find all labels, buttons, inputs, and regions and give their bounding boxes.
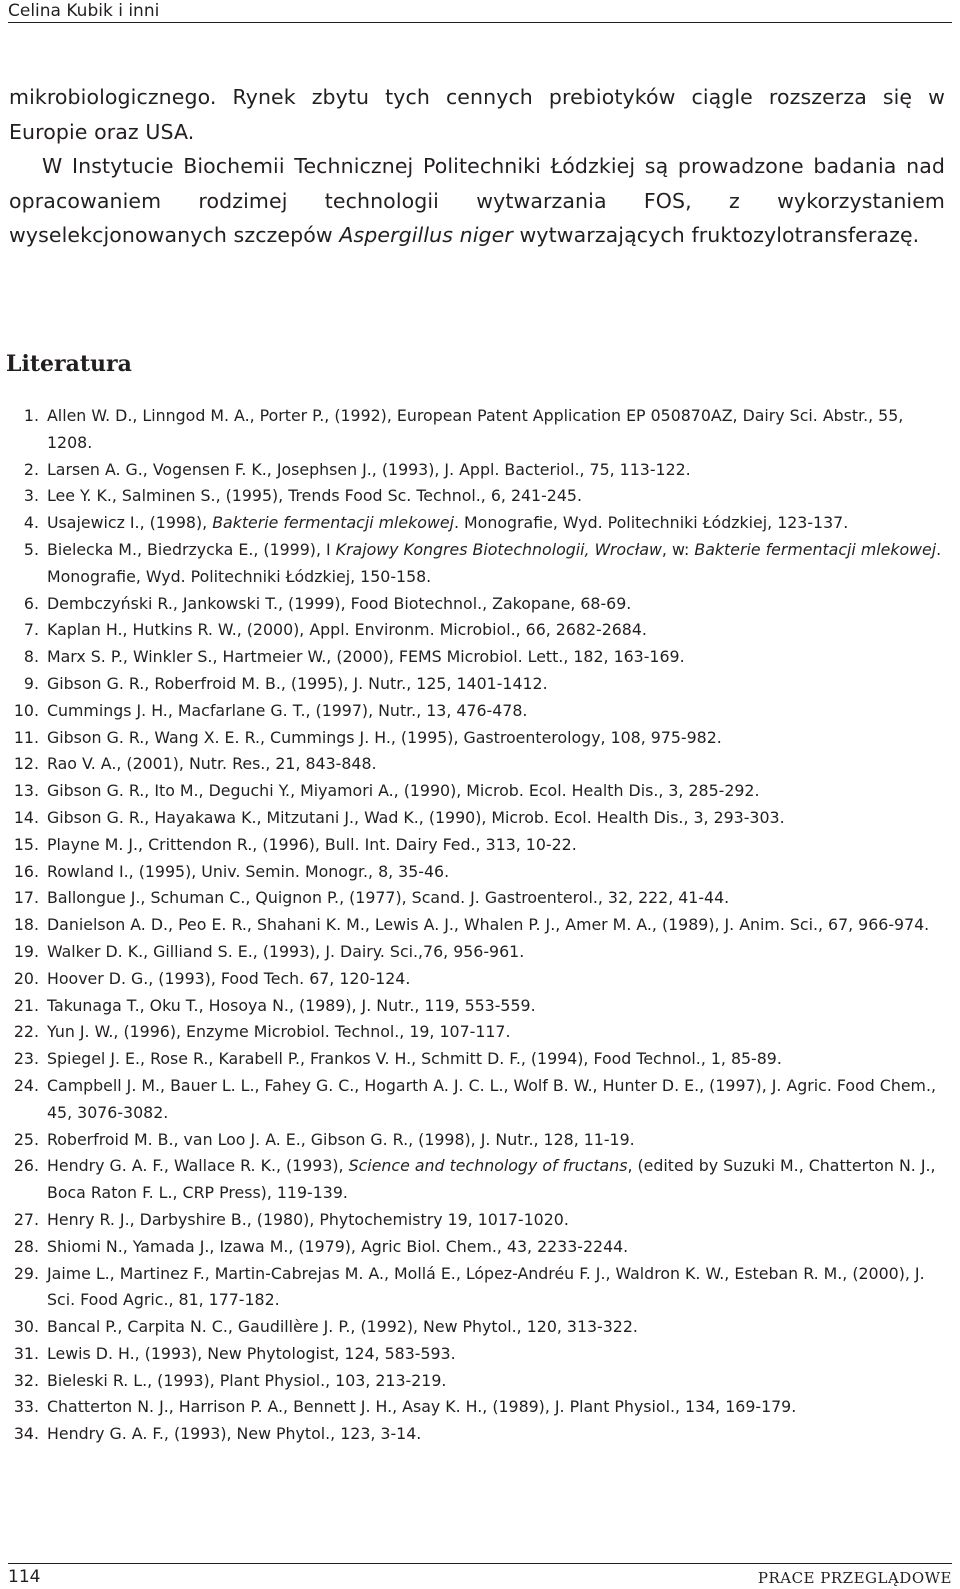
reference-text	[47, 781, 760, 800]
reference-number: 1.	[23, 406, 39, 425]
footer-rule	[8, 1563, 952, 1564]
reference-text-segment: , (edited by Suzuki M., Chatterton N. J., Boca Raton F. L., CRP Press), 119-139.	[47, 1156, 936, 1203]
reference-number: 16.	[13, 861, 39, 881]
reference-item	[0, 644, 950, 671]
reference-text-segment: Lee Y. K., Salminen S., (1995), Trends Food Sc. Technol., 6, 241-245.	[47, 486, 582, 506]
reference-text	[47, 888, 729, 907]
reference-text-segment: . Monografie, Wyd. Politechniki Łódzkiej, 123-137.	[453, 513, 849, 533]
reference-text	[47, 1397, 796, 1416]
reference-text-segment: Dembczyński R., Jankowski T., (1999), Food Biotechnol., Zakopane, 68-69.	[47, 593, 632, 613]
reference-text	[47, 996, 536, 1015]
reference-text	[47, 486, 582, 505]
page-number: 114	[8, 1567, 41, 1587]
reference-number: 23.	[13, 1049, 39, 1069]
reference-item	[0, 778, 950, 805]
running-header	[8, 0, 952, 23]
reference-item	[0, 1261, 950, 1315]
reference-number: 15.	[13, 834, 39, 854]
reference-text-segment: Hendry G. A. F., (1993), New Phytol., 123, 3-14.	[47, 1424, 422, 1444]
reference-item	[0, 1153, 950, 1207]
reference-number: 12.	[13, 754, 39, 774]
reference-text-segment: Larsen A. G., Vogensen F. K., Josephsen J., (1993), J. Appl. Bacteriol., 75, 113-122.	[47, 459, 691, 479]
reference-item	[0, 1421, 950, 1448]
reference-item	[0, 617, 950, 644]
reference-text-segment: Henry R. J., Darbyshire B., (1980), Phytochemistry 19, 1017-1020.	[47, 1209, 569, 1229]
reference-text-segment: Gibson G. R., Hayakawa K., Mitzutani J., Wad K., (1990), Microb. Ecol. Health Dis., 3, 293-303.	[47, 807, 785, 827]
reference-italic-title: Krajowy Kongres Biotechnologii, Wrocław	[335, 539, 662, 559]
reference-item	[0, 671, 950, 698]
reference-item	[0, 537, 950, 591]
reference-number: 8.	[23, 647, 39, 667]
reference-text-segment: Campbell J. M., Bauer L. L., Fahey G. C., Hogarth A. J. C. L., Wolf B. W., Hunter D. E., (1997), J. Agric. Food Chem., 45, 3076-3082.	[47, 1075, 936, 1122]
reference-item	[0, 510, 950, 537]
reference-text	[47, 1344, 456, 1363]
reference-text-segment: Allen W. D., Linngod M. A., Porter P., (1992), European Patent Application EP 050870AZ, Dairy Sci. Abstr., 55, 1208.	[47, 406, 904, 452]
reference-text	[47, 862, 449, 881]
reference-italic-title: Science and technology of fructans	[348, 1156, 628, 1176]
reference-item	[0, 885, 950, 912]
running-title: Celina Kubik i inni	[8, 1, 160, 21]
reference-number: 17.	[13, 888, 39, 908]
reference-number: 20.	[13, 968, 39, 988]
reference-item	[0, 1073, 950, 1127]
reference-item	[0, 403, 950, 457]
reference-item	[0, 457, 950, 484]
reference-text	[47, 1076, 936, 1122]
reference-text-segment: Takunaga T., Oku T., Hosoya N., (1989), J. Nutr., 119, 553-559.	[47, 995, 536, 1015]
reference-text-segment: Usajewicz I., (1998),	[47, 513, 213, 533]
reference-text-segment: , w:	[661, 539, 695, 559]
reference-text-segment: Bancal P., Carpita N. C., Gaudillère J. P., (1992), New Phytol., 120, 313-322.	[47, 1317, 638, 1337]
reference-item	[0, 859, 950, 886]
reference-item	[0, 1234, 950, 1261]
reference-item	[0, 1341, 950, 1368]
reference-text-segment: Spiegel J. E., Rose R., Karabell P., Frankos V. H., Schmitt D. F., (1994), Food Technol., 1, 85-89.	[47, 1049, 782, 1069]
reference-text-segment: Jaime L., Martinez F., Martin-Cabrejas M. A., Mollá E., López-Andréu F. J., Waldron K. W., Esteban R. M., (2000), J. Sci. Food Agric., 81, 177-182.	[47, 1263, 925, 1310]
reference-item	[0, 912, 950, 939]
reference-item	[0, 1207, 950, 1234]
reference-number: 11.	[13, 727, 39, 747]
reference-text	[47, 460, 691, 479]
reference-text-segment: Shiomi N., Yamada J., Izawa M., (1979), Agric Biol. Chem., 43, 2233-2244.	[47, 1236, 629, 1256]
paragraph-2-text-before: W Instytucie Biochemii Technicznej Politechniki Łódzkiej są prowadzone badania nad opracowaniem rodzimej technologii wytwarzania FOS, z wykorzystaniem wyselekcjonowanych szczepów	[9, 154, 945, 247]
reference-text	[47, 1237, 628, 1256]
reference-text	[47, 540, 941, 586]
reference-text-segment: Hoover D. G., (1993), Food Tech. 67, 120-124.	[47, 968, 411, 988]
reference-number: 28.	[13, 1236, 39, 1256]
reference-text	[47, 1130, 635, 1149]
reference-item	[0, 483, 950, 510]
reference-text	[47, 620, 647, 639]
reference-text	[47, 1156, 936, 1202]
reference-number: 19.	[13, 941, 39, 961]
reference-text-segment: Roberfroid M. B., van Loo J. A. E., Gibson G. R., (1998), J. Nutr., 128, 11-19.	[47, 1129, 635, 1149]
reference-text-segment: Ballongue J., Schuman C., Quignon P., (1977), Scand. J. Gastroenterol., 32, 222, 41-44.	[47, 888, 730, 908]
reference-text-segment: Gibson G. R., Ito M., Deguchi Y., Miyamori A., (1990), Microb. Ecol. Health Dis., 3, 285-292.	[47, 781, 760, 801]
reference-text	[47, 406, 903, 452]
reference-text	[47, 969, 410, 988]
reference-number: 14.	[13, 807, 39, 827]
reference-item	[0, 698, 950, 725]
reference-number: 18.	[13, 915, 39, 935]
reference-item	[0, 966, 950, 993]
reference-number: 30.	[13, 1317, 39, 1337]
reference-text-segment: Marx S. P., Winkler S., Hartmeier W., (2000), FEMS Microbiol. Lett., 182, 163-169.	[47, 647, 685, 667]
reference-text-segment: Lewis D. H., (1993), New Phytologist, 124, 583-593.	[47, 1343, 456, 1363]
reference-item	[0, 1394, 950, 1421]
reference-item	[0, 751, 950, 778]
reference-number: 10.	[13, 700, 39, 720]
reference-text	[47, 1317, 638, 1336]
reference-number: 22.	[13, 1022, 39, 1042]
reference-text	[47, 1022, 511, 1041]
reference-item	[0, 832, 950, 859]
reference-item	[0, 939, 950, 966]
reference-text-segment: Cummings J. H., Macfarlane G. T., (1997), Nutr., 13, 476-478.	[47, 700, 528, 720]
reference-number: 4.	[23, 513, 39, 533]
reference-text-segment: Bielecka M., Biedrzycka E., (1999), I	[47, 539, 336, 559]
reference-text-segment: Rowland I., (1995), Univ. Semin. Monogr., 8, 35-46.	[47, 861, 450, 881]
reference-text-segment: Kaplan H., Hutkins R. W., (2000), Appl. Environm. Microbiol., 66, 2682-2684.	[47, 620, 647, 640]
reference-number: 5.	[23, 539, 39, 559]
reference-number: 26.	[13, 1156, 39, 1176]
reference-italic-title: Bakterie fermentacji mlekowej	[694, 539, 937, 559]
references-heading: Literatura	[6, 351, 132, 377]
reference-text	[47, 915, 929, 934]
reference-number: 9.	[23, 673, 39, 693]
body-text	[9, 80, 945, 253]
reference-number: 6.	[23, 593, 39, 613]
reference-number: 13.	[13, 781, 39, 801]
reference-text-segment: Rao V. A., (2001), Nutr. Res., 21, 843-848.	[47, 754, 377, 774]
reference-text-segment: Gibson G. R., Wang X. E. R., Cummings J. H., (1995), Gastroenterology, 108, 975-982.	[47, 727, 722, 747]
reference-text	[47, 942, 524, 961]
reference-text-segment: Danielson A. D., Peo E. R., Shahani K. M., Lewis A. J., Whalen P. J., Amer M. A., (1989), J. Anim. Sci., 67, 966-974.	[47, 915, 930, 935]
reference-text	[47, 754, 377, 773]
reference-text-segment: Playne M. J., Crittendon R., (1996), Bull. Int. Dairy Fed., 313, 10-22.	[47, 834, 577, 854]
reference-text	[47, 513, 848, 532]
journal-section-label: PRACE PRZEGLĄDOWE	[757, 1569, 952, 1587]
reference-text	[47, 835, 577, 854]
reference-text-segment: Yun J. W., (1996), Enzyme Microbiol. Technol., 19, 107-117.	[47, 1022, 511, 1042]
reference-text	[47, 1049, 782, 1068]
reference-item	[0, 1046, 950, 1073]
reference-number: 34.	[13, 1424, 39, 1444]
reference-number: 24.	[13, 1075, 39, 1095]
paragraph-1-text: mikrobiologicznego. Rynek zbytu tych cennych prebiotyków ciągle rozszerza się w Europie oraz USA.	[9, 85, 945, 144]
reference-item	[0, 1314, 950, 1341]
reference-italic-title: Bakterie fermentacji mlekowej	[212, 513, 454, 533]
paragraph-1	[9, 80, 945, 149]
reference-text-segment: Hendry G. A. F., Wallace R. K., (1993),	[47, 1156, 349, 1176]
reference-item	[0, 591, 950, 618]
reference-text	[47, 674, 548, 693]
reference-number: 27.	[13, 1209, 39, 1229]
paragraph-2-text-after: wytwarzających fruktozylotransferazę.	[512, 223, 920, 247]
reference-number: 33.	[13, 1397, 39, 1417]
reference-number: 29.	[13, 1263, 39, 1283]
reference-text	[47, 1371, 446, 1390]
reference-number: 31.	[13, 1343, 39, 1363]
reference-item	[0, 993, 950, 1020]
reference-list	[0, 403, 950, 1448]
reference-number: 25.	[13, 1129, 39, 1149]
reference-text	[47, 1264, 925, 1310]
reference-text-segment: . Monografie, Wyd. Politechniki Łódzkiej, 150-158.	[47, 539, 942, 586]
paragraph-2	[9, 149, 945, 253]
reference-text-segment: Walker D. K., Gilliand S. E., (1993), J. Dairy. Sci.,76, 956-961.	[47, 941, 525, 961]
reference-number: 7.	[23, 620, 39, 640]
reference-item	[0, 1019, 950, 1046]
reference-number: 32.	[13, 1370, 39, 1390]
reference-item	[0, 725, 950, 752]
species-name: Aspergillus niger	[339, 223, 513, 247]
reference-text	[47, 594, 631, 613]
reference-text	[47, 1424, 421, 1443]
reference-number: 3.	[23, 486, 39, 506]
reference-item	[0, 1127, 950, 1154]
reference-text	[47, 701, 527, 720]
reference-text-segment: Bieleski R. L., (1993), Plant Physiol., 103, 213-219.	[47, 1370, 447, 1390]
reference-number: 2.	[23, 459, 39, 479]
reference-item	[0, 805, 950, 832]
reference-text	[47, 808, 785, 827]
reference-text-segment: Chatterton N. J., Harrison P. A., Bennett J. H., Asay K. H., (1989), J. Plant Physiol., 134, 169-179.	[47, 1397, 797, 1417]
reference-item	[0, 1368, 950, 1395]
reference-text	[47, 728, 722, 747]
reference-text-segment: Gibson G. R., Roberfroid M. B., (1995), J. Nutr., 125, 1401-1412.	[47, 673, 548, 693]
reference-text	[47, 647, 685, 666]
reference-number: 21.	[13, 995, 39, 1015]
reference-text	[47, 1210, 569, 1229]
